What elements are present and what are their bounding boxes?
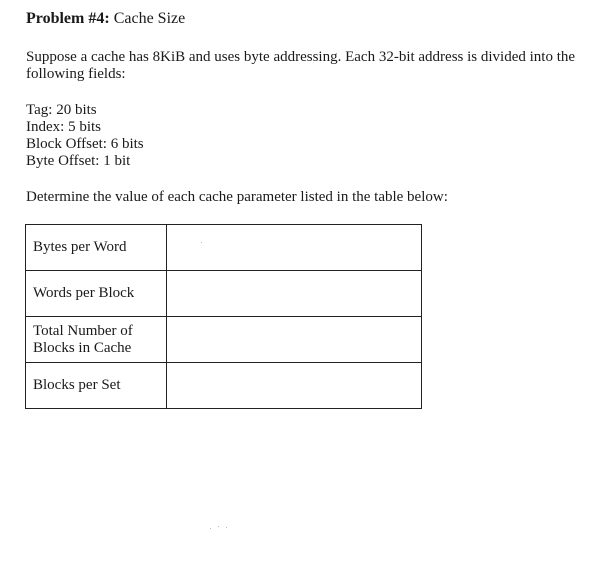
problem-description: Suppose a cache has 8KiB and uses byte addressing. Each 32-bit address is divided into the following fields: [26, 49, 576, 82]
table-row [26, 363, 422, 409]
scan-speck [218, 526, 219, 527]
problem-number: Problem #4: [26, 10, 110, 27]
answer-cell-words-per-block[interactable] [167, 271, 422, 317]
problem-title [26, 9, 185, 29]
address-fields-list [26, 102, 144, 170]
row-label-blocks-per-set: Blocks per Set [26, 363, 167, 409]
answer-cell-total-blocks[interactable] [167, 317, 422, 363]
row-label-bytes-per-word: Bytes per Word [26, 225, 167, 271]
table-row [26, 271, 422, 317]
answer-cell-blocks-per-set[interactable] [167, 363, 422, 409]
problem-topic: Cache Size [109, 10, 186, 27]
row-label-total-blocks: Total Number of Blocks in Cache [26, 317, 167, 363]
field-tag: Tag: 20 bits [26, 102, 97, 118]
field-block-offset: Block Offset: 6 bits [26, 136, 144, 152]
scan-speck [226, 527, 227, 528]
answer-cell-bytes-per-word[interactable] [167, 225, 422, 271]
field-byte-offset: Byte Offset: 1 bit [26, 153, 131, 169]
cache-parameter-table [25, 224, 422, 409]
instruction-text: Determine the value of each cache parameter listed in the table below: [26, 189, 448, 205]
table-row [26, 225, 422, 271]
field-index: Index: 5 bits [26, 119, 101, 135]
scan-speck [210, 528, 211, 529]
row-label-words-per-block: Words per Block [26, 271, 167, 317]
table-row [26, 317, 422, 363]
scan-speck [201, 242, 202, 243]
